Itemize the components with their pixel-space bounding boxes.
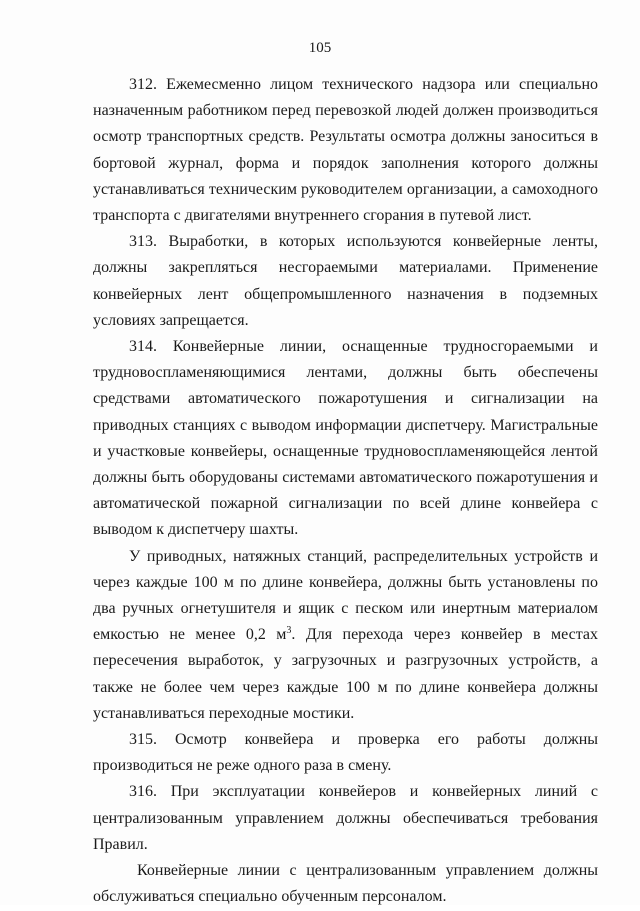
paragraph-314-continuation-text-b: . Для перехода через конвейер в местах пересечения выработок, у загрузочных и разгрузочных устройств, а также не более чем через каждые 100 м по длине конвейера должны устанавливаться переходные мостики. <box>93 626 598 722</box>
paragraph-316-continuation: Конвейерные линии с централизованным управлением должны обслуживаться специально обученным персоналом. <box>93 862 598 906</box>
paragraph-314: 314. Конвейерные линии, оснащенные трудносгораемыми и трудновоспламеняющимися лентами, должны быть обеспечены средствами автоматического пожаротушения и сигнализации на приводных станциях с выводом информации диспетчеру. Магистральные и участковые конвейеры, оснащенные трудновоспламеняющейся лентой должны быть оборудованы системами автоматического пожаротушения и автоматической пожарной сигнализации по всей длине конвейера с выводом к диспетчеру шахты. <box>93 338 598 539</box>
page-number: 105 <box>308 40 332 56</box>
document-body <box>93 72 598 911</box>
paragraph-314-continuation-text-a: У приводных, натяжных станций, распределительных устройств и через каждые 100 м по длине конвейера, должны быть установлены по два ручных огнетушителя и ящик с песком или инертным материалом емкостью не менее 0,2 м <box>93 547 598 644</box>
paragraph-314-continuation <box>93 544 598 727</box>
paragraph-315: 315. Осмотр конвейера и проверка его работы должны производиться не реже одного раза в смену. <box>93 731 598 775</box>
paragraph-316: 316. При эксплуатации конвейеров и конвейерных линий с централизованным управлением должны обеспечиваться требования Правил. <box>93 783 598 853</box>
cubic-superscript: 3 <box>286 625 292 637</box>
paragraph-312: 312. Ежемесменно лицом технического надзора или специально назначенным работником перед перевозкой людей должен производиться осмотр транспортных средств. Результаты осмотра должны заноситься в бортовой журнал, форма и порядок заполнения которого должны устанавливаться техническим руководителем организации, а самоходного транспорта с двигателями внутреннего сгорания в путевой лист. <box>93 76 598 225</box>
paragraph-313: 313. Выработки, в которых используются конвейерные ленты, должны закрепляться несгораемыми материалами. Применение конвейерных лент общепромышленного назначения в подземных условиях запрещается. <box>93 233 598 329</box>
